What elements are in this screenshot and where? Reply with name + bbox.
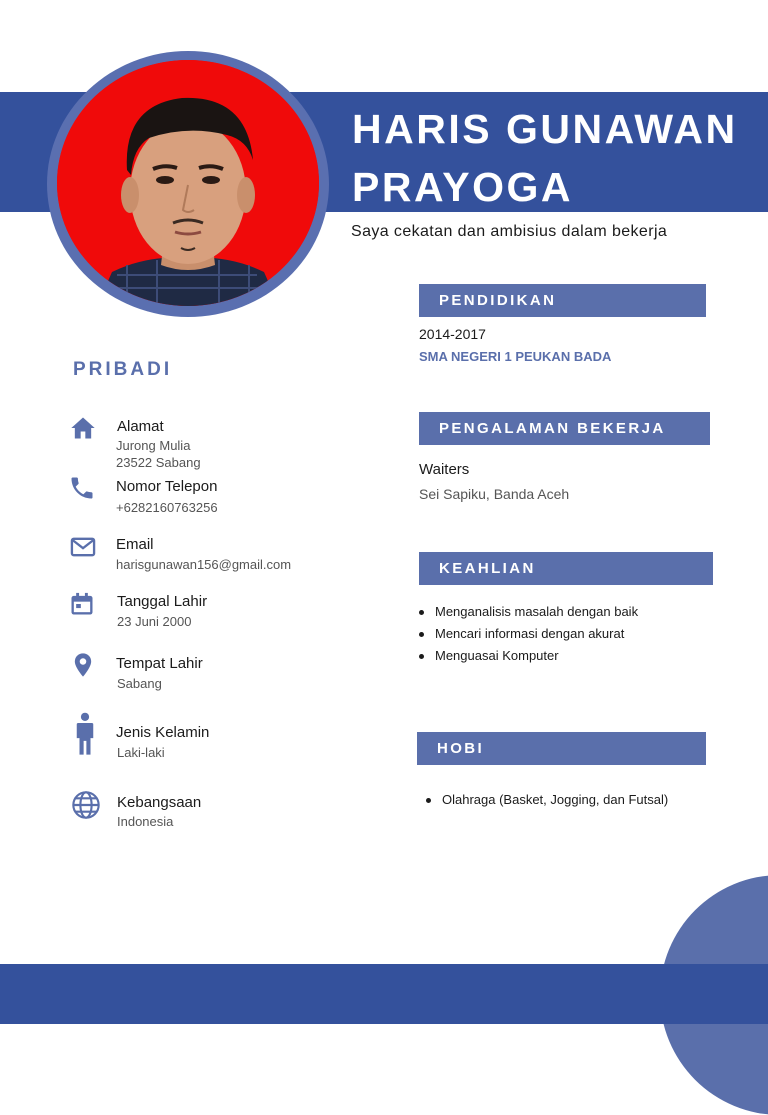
list-item: Mencari informasi dengan akurat: [419, 623, 669, 645]
info-label-tempat-lahir: Tempat Lahir: [116, 655, 203, 672]
section-header-pendidikan: PENDIDIKAN: [419, 284, 706, 317]
name-line-1: HARIS GUNAWAN: [352, 106, 738, 152]
info-value-alamat-line1: Jurong Mulia: [116, 438, 191, 453]
section-header-pengalaman: PENGALAMAN BEKERJA: [419, 412, 710, 445]
pribadi-title: PRIBADI: [73, 359, 173, 380]
full-name: [352, 100, 762, 216]
info-label-telepon: Nomor Telepon: [116, 478, 218, 495]
mail-icon: [69, 533, 97, 561]
section-header-hobi: HOBI: [417, 732, 706, 765]
info-value-tanggal-lahir: 23 Juni 2000: [117, 614, 192, 629]
info-value-telepon: +6282160763256: [116, 500, 218, 515]
info-value-jenis-kelamin: Laki-laki: [117, 745, 165, 760]
phone-icon: [68, 474, 96, 502]
pendidikan-school: SMA NEGERI 1 PEUKAN BADA: [419, 349, 612, 364]
info-value-email: harisgunawan156@gmail.com: [116, 557, 292, 572]
keahlian-list: [419, 601, 669, 667]
list-item: Olahraga (Basket, Jogging, dan Futsal): [426, 789, 726, 811]
hobi-list: [426, 789, 726, 811]
calendar-icon: [68, 590, 96, 618]
home-icon: [69, 414, 97, 442]
section-header-keahlian: KEAHLIAN: [419, 552, 713, 585]
pengalaman-role: Waiters: [419, 461, 470, 478]
person-icon: [71, 712, 99, 756]
globe-icon: [70, 789, 102, 821]
pengalaman-place: Sei Sapiku, Banda Aceh: [419, 486, 570, 502]
info-value-alamat-line2: 23522 Sabang: [116, 455, 201, 470]
info-label-tanggal-lahir: Tanggal Lahir: [117, 593, 208, 610]
profile-photo: [57, 60, 319, 306]
list-item: Menganalisis masalah dengan baik: [419, 601, 645, 623]
info-value-tempat-lahir: Sabang: [117, 676, 162, 691]
info-label-alamat: Alamat: [117, 418, 164, 435]
info-label-kebangsaan: Kebangsaan: [117, 794, 202, 811]
location-pin-icon: [69, 651, 97, 679]
info-value-kebangsaan: Indonesia: [117, 814, 174, 829]
list-item: Menguasai Komputer: [419, 645, 669, 667]
info-label-jenis-kelamin: Jenis Kelamin: [116, 724, 210, 741]
tagline: Saya cekatan dan ambisius dalam bekerja: [351, 223, 668, 240]
footer-band: [0, 964, 768, 1024]
name-line-2: PRAYOGA: [352, 164, 574, 210]
pendidikan-years: 2014-2017: [419, 326, 486, 342]
info-label-email: Email: [116, 536, 154, 553]
